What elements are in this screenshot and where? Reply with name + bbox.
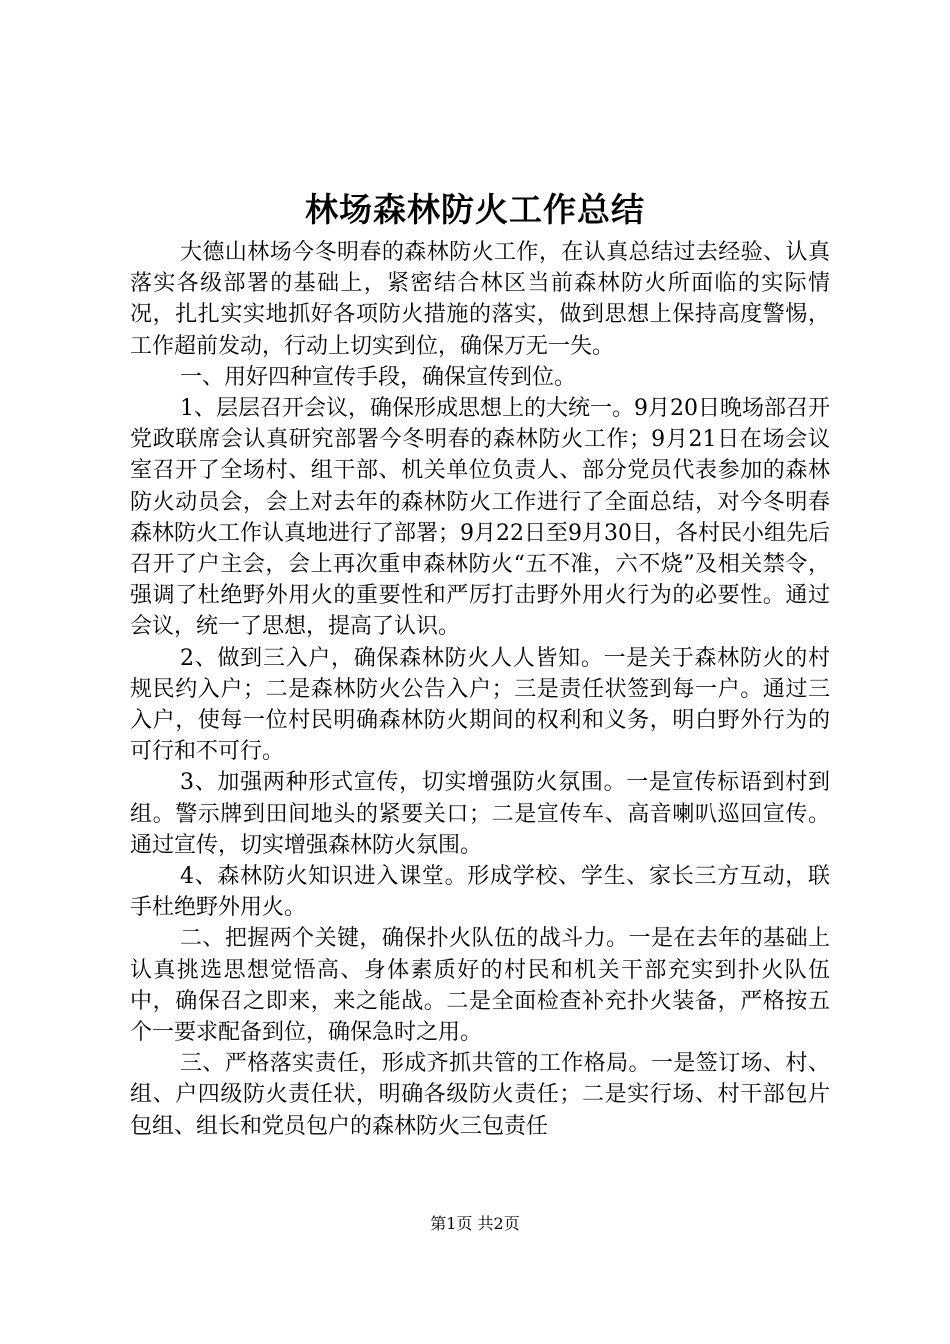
paragraph-item-1: 1、层层召开会议，确保形成思想上的大统一。9月20日晚场部召开党政联席会认真研究部署今冬明春的森林防火工作；9月21日在场会议室召开了全场村、组干部、机关单位负责人、部分党员代表参加的森林防火动员会，会上对去年的森林防火工作进行了全面总结，对今冬明春森林防火工作认真地进行了部署；9月22日至9月30日，各村民小组先后召开了户主会，会上再次重申森林防火“五不准，六不烧”及相关禁令，强调了杜绝野外用火的重要性和严厉打击野外用火行为的必要性。通过会议，统一了思想，提高了认识。 xyxy=(130,396,830,640)
paragraph-item-3: 3、加强两种形式宣传，切实增强防火氛围。一是宣传标语到村到组。警示牌到田间地头的紧要关口；二是宣传车、高音喇叭巡回宣传。通过宣传，切实增强森林防火氛围。 xyxy=(130,770,830,858)
page-number-footer: 第1页 共2页 xyxy=(430,1214,520,1233)
paragraph-section-2: 二、把握两个关键，确保扑火队伍的战斗力。一是在去年的基础上认真挑选思想觉悟高、身体素质好的村民和机关干部充实到扑火队伍中，确保召之即来，来之能战。二是全面检查补充扑火装备，严格按五个一要求配备到位，确保急时之用。 xyxy=(130,926,830,1046)
paragraph-intro: 大德山林场今冬明春的森林防火工作，在认真总结过去经验、认真落实各级部署的基础上，紧密结合林区当前森林防火所面临的实际情况，扎扎实实地抓好各项防火措施的落实，做到思想上保持高度警惕，工作超前发动，行动上切实到位，确保万无一失。 xyxy=(130,240,830,359)
paragraph-item-2: 2、做到三入户，确保森林防火人人皆知。一是关于森林防火的村规民约入户；二是森林防火公告入户；三是责任状签到每一户。通过三入户，使每一位村民明确森林防火期间的权利和义务，明白野外行为的可行和不可行。 xyxy=(130,645,830,765)
paragraph-item-4: 4、森林防火知识进入课堂。形成学校、学生、家长三方互动，联手杜绝野外用火。 xyxy=(130,864,830,921)
document-body xyxy=(130,237,830,1142)
paragraph-section-1-heading: 一、用好四种宣传手段，确保宣传到位。 xyxy=(180,364,577,390)
paragraph-section-3: 三、严格落实责任，形成齐抓共管的工作格局。一是签订场、村、组、户四级防火责任状，明确各级防火责任；二是实行场、村干部包片包组、组长和党员包户的森林防火三包责任 xyxy=(130,1051,830,1139)
document-title: 林场森林防火工作总结 xyxy=(305,190,645,229)
